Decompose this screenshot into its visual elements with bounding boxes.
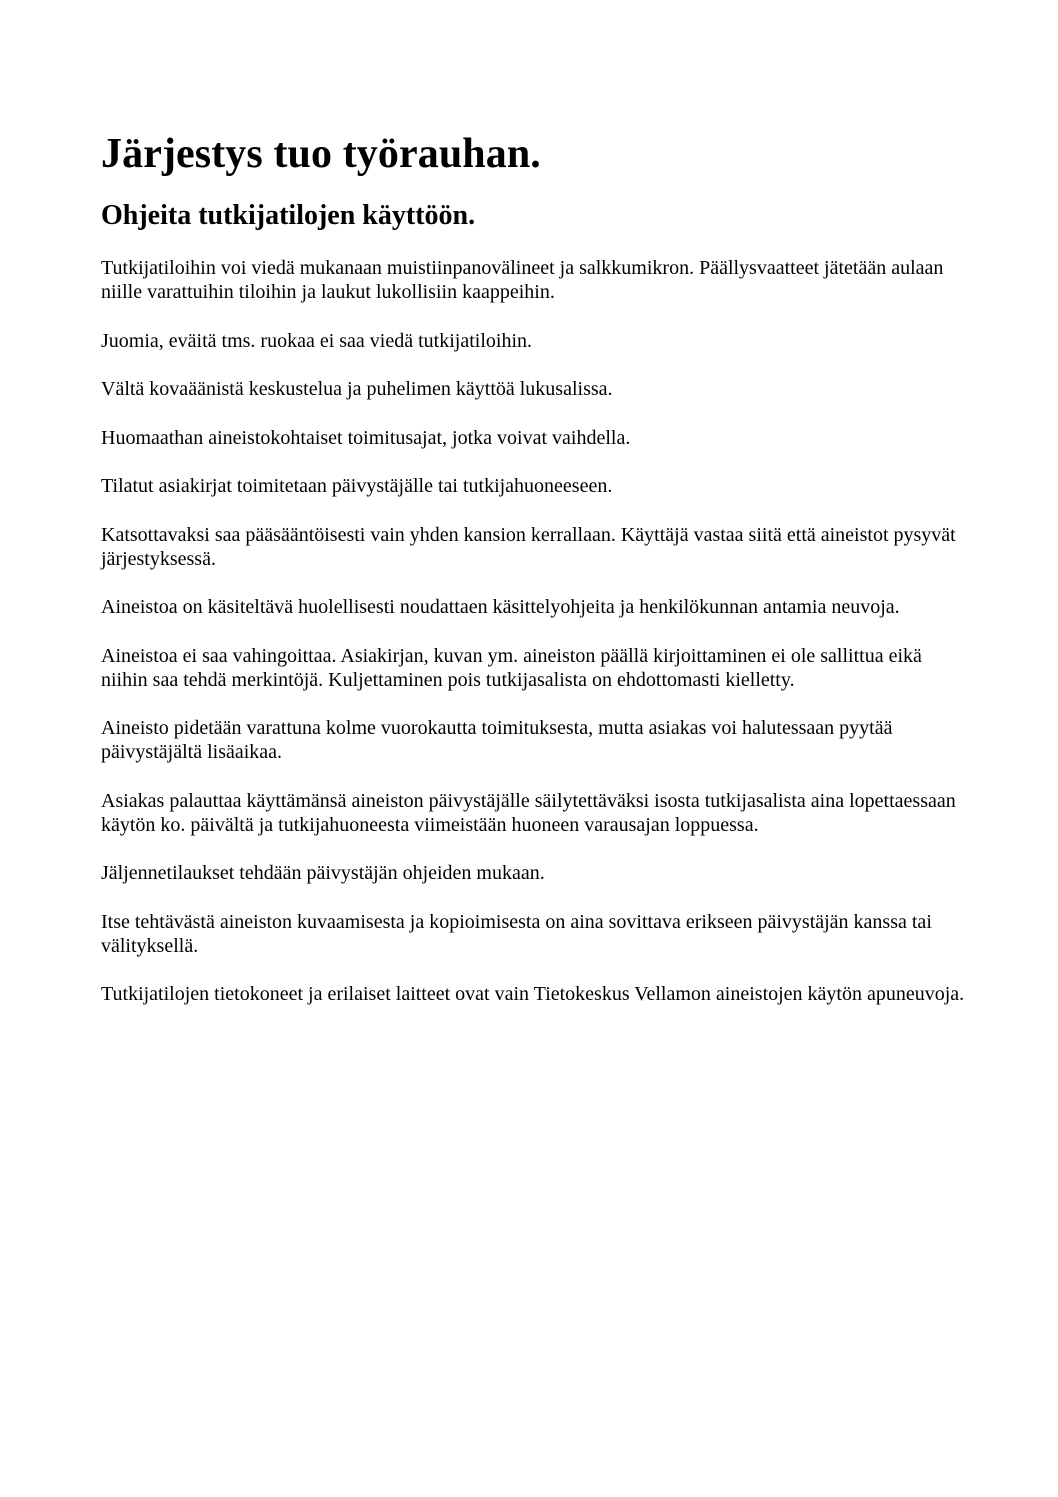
rule-paragraph: Tilatut asiakirjat toimitetaan päivystäjälle tai tutkijahuoneeseen. <box>101 475 613 497</box>
page-subtitle: Ohjeita tutkijatilojen käyttöön. <box>101 200 476 231</box>
rule-paragraph: Huomaathan aineistokohtaiset toimitusajat, jotka voivat vaihdella. <box>101 426 631 449</box>
rule-paragraph: Katsottavaksi saa pääsääntöisesti vain yhden kansion kerrallaan. Käyttäjä vastaa siitä että aineistot pysyvät järjestyksessä. <box>101 523 956 570</box>
document-page <box>101 128 971 1031</box>
rule-paragraph: Aineistoa ei saa vahingoittaa. Asiakirjan, kuvan ym. aineiston päällä kirjoittaminen ei ole sallittua eikä niihin saa tehdä merkintöjä. Kuljettaminen pois tutkijasalista on ehdottomasti kielletty. <box>101 644 922 691</box>
rule-paragraph: Aineisto pidetään varattuna kolme vuorokautta toimituksesta, mutta asiakas voi halutessaan pyytää päivystäjältä lisäaikaa. <box>101 717 893 763</box>
rule-paragraph: Vältä kovaäänistä keskustelua ja puhelimen käyttöä lukusalissa. <box>101 378 613 400</box>
rule-paragraph: Tutkijatilojen tietokoneet ja erilaiset laitteet ovat vain Tietokeskus Vellamon aineistojen käytön apuneuvoja. <box>101 983 965 1005</box>
rule-paragraph: Jäljennetilaukset tehdään päivystäjän ohjeiden mukaan. <box>101 862 545 884</box>
rule-paragraph: Tutkijatiloihin voi viedä mukanaan muistiinpanovälineet ja salkkumikron. Päällysvaatteet jätetään aulaan niille varattuihin tiloihin ja laukut lukollisiin kaappeihin. <box>101 257 944 303</box>
page-title: Järjestys tuo työrauhan. <box>101 131 541 177</box>
rule-paragraph: Asiakas palauttaa käyttämänsä aineiston päivystäjälle säilytettäväksi isosta tutkijasalista aina lopettaessaan käytön ko. päivältä ja tutkijahuoneesta viimeistään huoneen varausajan loppuessa. <box>101 789 956 836</box>
rule-paragraph: Aineistoa on käsiteltävä huolellisesti noudattaen käsittelyohjeita ja henkilökunnan antamia neuvoja. <box>101 596 900 618</box>
rule-paragraph: Itse tehtävästä aineiston kuvaamisesta ja kopioimisesta on aina sovittava erikseen päivystäjän kanssa tai välityksellä. <box>101 910 932 957</box>
rule-paragraph: Juomia, eväitä tms. ruokaa ei saa viedä tutkijatiloihin. <box>101 329 532 352</box>
rules-list <box>101 256 971 1006</box>
